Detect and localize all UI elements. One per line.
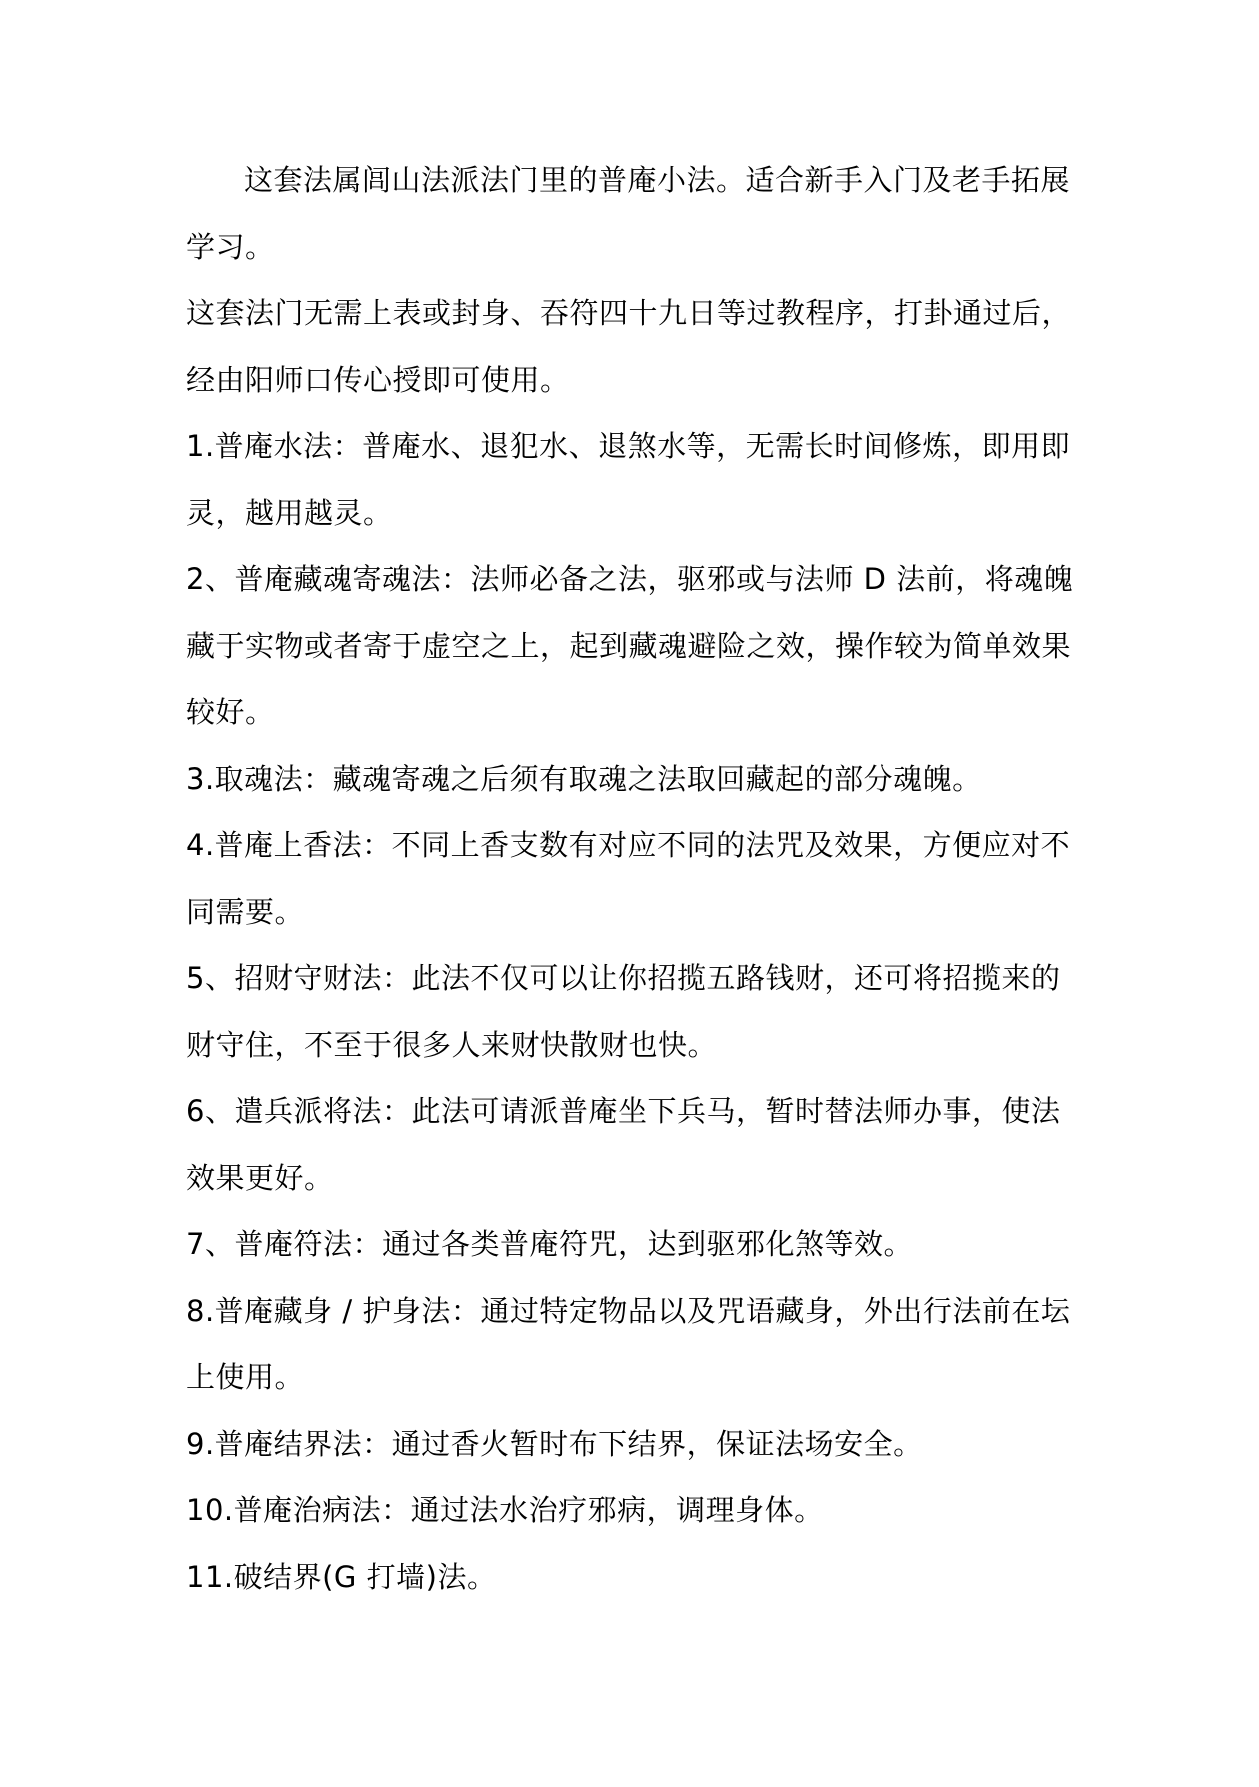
intro-paragraph: 这套法属闾山法派法门里的普庵小法。适合新手入门及老手拓展学习。: [186, 163, 1071, 264]
usage-paragraph: 这套法门无需上表或封身、吞符四十九日等过教程序，打卦通过后，经由阳师口传心授即可使用。: [186, 296, 1072, 397]
list-item-1: 1.普庵水法：普庵水、退犯水、退煞水等，无需长时间修炼，即用即灵，越用越灵。: [186, 429, 1071, 530]
list-item-3: 3.取魂法：藏魂寄魂之后须有取魂之法取回藏起的部分魂魄。: [186, 761, 982, 796]
list-item-8: 8.普庵藏身 / 护身法：通过特定物品以及咒语藏身，外出行法前在坛上使用。: [186, 1293, 1071, 1394]
list-item-11: 11.破结界(G 打墙)法。: [186, 1559, 497, 1594]
list-item-4: 4.普庵上香法：不同上香支数有对应不同的法咒及效果，方便应对不同需要。: [186, 828, 1071, 929]
list-item-6: 6、遣兵派将法：此法可请派普庵坐下兵马，暂时替法师办事，使法效果更好。: [186, 1094, 1061, 1195]
list-item-10: 10.普庵治病法：通过法水治疗邪病，调理身体。: [186, 1493, 824, 1527]
list-item-7: 7、普庵符法：通过各类普庵符咒，达到驱邪化煞等效。: [186, 1227, 913, 1261]
list-item-5: 5、招财守财法：此法不仅可以让你招揽五路钱财，还可将招揽来的财守住，不至于很多人来财快散财也快。: [186, 961, 1061, 1062]
document-body: [186, 147, 1076, 1610]
list-item-9: 9.普庵结界法：通过香火暂时布下结界，保证法场安全。: [186, 1426, 923, 1461]
list-item-2: 2、普庵藏魂寄魂法：法师必备之法，驱邪或与法师 D 法前，将魂魄藏于实物或者寄于虚空之上，起到藏魂避险之效，操作较为简单效果较好。: [186, 562, 1074, 729]
